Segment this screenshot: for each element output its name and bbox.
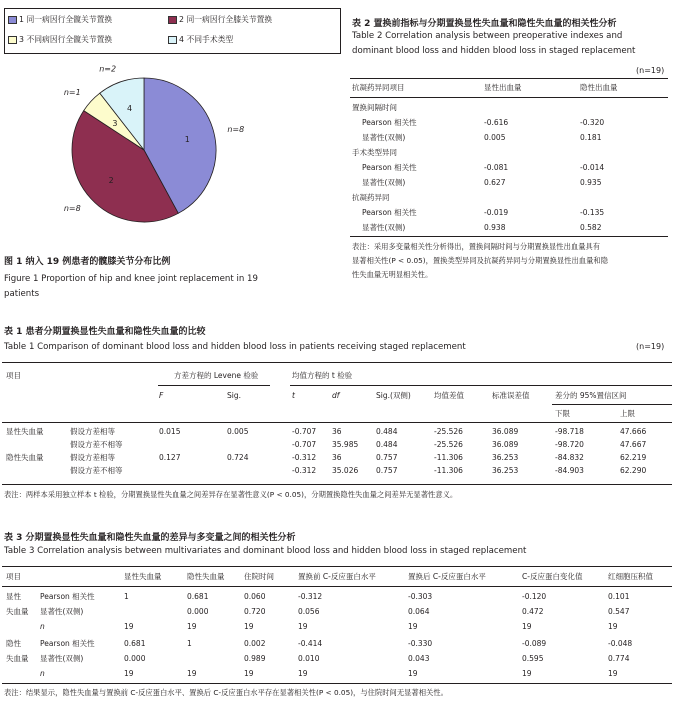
pie-chart	[0, 60, 340, 240]
table-3-cell: 0.000	[124, 654, 146, 663]
table-3-cell: 0.056	[298, 607, 320, 616]
table-3-group-label: 隐性	[6, 639, 21, 648]
table-3-group-label: 显性	[6, 592, 21, 601]
table-3-cell: 19	[187, 622, 197, 631]
table-3-cell: 0.010	[298, 654, 320, 663]
table-1-cell-f: 0.127	[159, 453, 181, 462]
pie-n-label: n=8	[227, 124, 245, 134]
table-1-cell-df: 35.026	[332, 466, 359, 475]
table-2-group-label: 手术类型异同	[352, 148, 397, 157]
table-1-cell-t: -0.707	[292, 427, 317, 436]
table-3-cell: 19	[298, 622, 308, 631]
table-1-header-ttest: 均值方程的 t 检验	[292, 371, 353, 380]
table-3-cell: 1	[124, 592, 129, 601]
table-1-n: (n=19)	[636, 342, 665, 351]
table-2-row-label: 显著性(双侧)	[362, 178, 406, 187]
table-1-cell-mean-diff: -11.306	[434, 453, 463, 462]
table-3-row-label: n	[40, 622, 45, 631]
table-1-cell-std-err: 36.253	[492, 453, 519, 462]
table-2-title-en: Table 2 Correlation analysis between preoperative indexes and	[352, 31, 623, 41]
figure-1-caption-en: Figure 1 Proportion of hip and knee joint replacement in 19	[4, 274, 258, 284]
table-2-cell-dominant: -0.081	[484, 163, 509, 172]
table-1-cell-lower: -84.832	[555, 453, 584, 462]
table-2-row-label: Pearson 相关性	[362, 118, 417, 127]
table-3-header-1: 显性失血量	[124, 572, 162, 581]
table-3-header-7: 红细胞压积值	[608, 572, 653, 581]
table-1-levene-rule	[158, 385, 270, 386]
table-1-cell-f: 0.015	[159, 427, 181, 436]
table-3-cell: 0.774	[608, 654, 630, 663]
table-3-cell: 1	[187, 639, 192, 648]
table-3-cell: -0.330	[408, 639, 433, 648]
table-1-cell-std-err: 36.089	[492, 440, 519, 449]
table-3-cell: 0.681	[124, 639, 146, 648]
table-3-cell: 0.681	[187, 592, 209, 601]
table-3-cell: -0.303	[408, 592, 433, 601]
legend-item-1: 1 同一病因行全髋关节置换	[8, 14, 112, 25]
table-1-title-en: Table 1 Comparison of dominant blood loss and hidden blood loss in patients receiving staged replacement	[4, 342, 466, 352]
table-3-cell: 19	[244, 622, 254, 631]
table-2-note: 表注：采用多变量相关性分析得出，置换间隔时间与分期置换显性出血量具有	[352, 242, 601, 251]
legend-item-3: 3 不同病因行全髋关节置换	[8, 34, 112, 45]
table-1-cell-sig: 0.724	[227, 453, 249, 462]
table-3-title-en: Table 3 Correlation analysis between multivariates and dominant blood loss and hidden blood loss in staged replacement	[4, 546, 527, 556]
pie-slice-label: 1	[184, 135, 190, 145]
table-3-cell: 0.101	[608, 592, 630, 601]
table-3-header-rule	[2, 586, 672, 587]
figure-1-caption-en-2: patients	[4, 289, 40, 299]
pie-slice-label: 3	[112, 119, 118, 129]
table-1-cell-lower: -98.718	[555, 427, 584, 436]
table-1-cell-t: -0.707	[292, 440, 317, 449]
table-2-header-rule	[350, 97, 668, 98]
table-1-cell-upper: 62.290	[620, 466, 647, 475]
table-1-cell-df: 35.985	[332, 440, 359, 449]
table-3-row-label: 显著性(双侧)	[40, 654, 84, 663]
table-3-cell: 0.595	[522, 654, 544, 663]
table-1-header-item: 项目	[6, 371, 21, 380]
table-2-header-dominant: 显性出血量	[484, 83, 522, 92]
table-3-cell: 0.989	[244, 654, 266, 663]
table-3-cell: 19	[187, 669, 197, 678]
table-3-cell: 19	[298, 669, 308, 678]
table-3-top-rule	[2, 566, 672, 567]
table-2-row-label: Pearson 相关性	[362, 208, 417, 217]
figure-1-caption-cn: 图 1 纳入 19 例患者的髋膝关节分布比例	[4, 257, 171, 267]
table-3-group-label-2: 失血量	[6, 607, 29, 616]
table-3-cell: 19	[124, 669, 134, 678]
table-3-note: 表注：结果显示，隐性失血量与置换前 C-反应蛋白水平、置换后 C-反应蛋白水平存在显著相关性(P < 0.05)，与住院时间无显著相关性。	[4, 688, 448, 697]
table-1-cell-mean-diff: -25.526	[434, 427, 463, 436]
table-2-cell-hidden: 0.582	[580, 223, 602, 232]
table-2-title-cn: 表 2 置换前指标与分期置换显性失血量和隐性失血量的相关性分析	[352, 19, 617, 29]
table-1-cell-std-err: 36.089	[492, 427, 519, 436]
table-2-cell-hidden: -0.014	[580, 163, 605, 172]
table-3-cell: 0.002	[244, 639, 266, 648]
table-1-cell-sig2: 0.484	[376, 440, 398, 449]
legend-item-2: 2 同一病因行全膝关节置换	[168, 14, 272, 25]
table-1-cell-mean-diff: -25.526	[434, 440, 463, 449]
table-1-header-levene: 方差方程的 Levene 检验	[174, 371, 259, 380]
table-2-cell-dominant: -0.019	[484, 208, 509, 217]
table-1-cell-group: 显性失血量	[6, 427, 44, 436]
table-3-header-0: 项目	[6, 572, 21, 581]
table-3-cell: 19	[408, 669, 418, 678]
table-1-cell-t: -0.312	[292, 466, 317, 475]
table-1-cell-sig: 0.005	[227, 427, 249, 436]
table-2-header-item: 抗凝药异同项目	[352, 83, 405, 92]
table-1-cell-assumption: 假设方差不相等	[70, 466, 123, 475]
table-3-header-5: 置换后 C-反应蛋白水平	[408, 572, 486, 581]
table-1-cell-sig2: 0.484	[376, 427, 398, 436]
table-1-header-rule	[2, 422, 672, 423]
table-3-row-label: Pearson 相关性	[40, 639, 95, 648]
table-1-cell-assumption: 假设方差不相等	[70, 440, 123, 449]
table-3-cell: 0.000	[187, 607, 209, 616]
table-2-row-label: 显著性(双侧)	[362, 133, 406, 142]
table-3-cell: 19	[244, 669, 254, 678]
table-2-title-en-2: dominant blood loss and hidden blood loss in staged replacement	[352, 46, 636, 56]
legend-swatch-1	[8, 16, 17, 24]
table-3-header-2: 隐性失血量	[187, 572, 225, 581]
table-2-cell-dominant: 0.005	[484, 133, 506, 142]
table-1-ttest-rule	[290, 385, 672, 386]
table-1-cell-upper: 47.667	[620, 440, 647, 449]
table-3-row-label: 显著性(双侧)	[40, 607, 84, 616]
table-3-group-label-2: 失血量	[6, 654, 29, 663]
table-2-cell-dominant: -0.616	[484, 118, 509, 127]
table-2-group-label: 抗凝药异同	[352, 193, 390, 202]
table-3-cell: 0.060	[244, 592, 266, 601]
table-3-cell: 19	[608, 622, 618, 631]
table-1-header-std-err: 标准误差值	[492, 391, 530, 400]
table-1-cell-sig2: 0.757	[376, 453, 398, 462]
table-1-bottom-rule	[2, 484, 672, 485]
table-3-cell: 0.547	[608, 607, 630, 616]
table-2-header-hidden: 隐性出血量	[580, 83, 618, 92]
table-2-n: (n=19)	[636, 66, 665, 75]
table-1-cell-df: 36	[332, 453, 342, 462]
table-1-cell-assumption: 假设方差相等	[70, 453, 115, 462]
table-2-cell-hidden: 0.181	[580, 133, 602, 142]
table-1-header-sig: Sig.	[227, 391, 241, 400]
table-3-cell: 19	[608, 669, 618, 678]
table-1-note: 表注：两样本采用独立样本 t 检验，分期置换显性失血量之间差异存在显著性意义(P < 0.05)，分期置换隐性失血量之间差异无显著性意义。	[4, 490, 458, 499]
table-1-header-upper: 上限	[620, 409, 635, 418]
legend-swatch-3	[8, 36, 17, 44]
table-1-header-mean-diff: 均值差值	[434, 391, 464, 400]
table-3-header-6: C-反应蛋白变化值	[522, 572, 583, 581]
table-3-cell: -0.089	[522, 639, 547, 648]
table-1-header-ci: 差分的 95%置信区间	[555, 391, 627, 400]
table-2-cell-hidden: -0.320	[580, 118, 605, 127]
pie-n-label: n=1	[63, 87, 81, 97]
table-3-cell: 0.064	[408, 607, 430, 616]
table-1-cell-group: 隐性失血量	[6, 453, 44, 462]
table-3-row-label: Pearson 相关性	[40, 592, 95, 601]
table-1-header-f: F	[159, 391, 164, 400]
table-1-cell-sig2: 0.757	[376, 466, 398, 475]
table-3-cell: -0.048	[608, 639, 633, 648]
table-2-group-label: 置换间隔时间	[352, 103, 397, 112]
table-2-cell-hidden: -0.135	[580, 208, 605, 217]
table-1-cell-lower: -98.720	[555, 440, 584, 449]
table-3-header-4: 置换前 C-反应蛋白水平	[298, 572, 376, 581]
pie-n-label: n=2	[99, 64, 117, 74]
table-3-cell: -0.414	[298, 639, 323, 648]
table-2-row-label: 显著性(双侧)	[362, 223, 406, 232]
table-2-cell-dominant: 0.938	[484, 223, 506, 232]
table-3-cell: 0.472	[522, 607, 544, 616]
table-1-cell-upper: 47.666	[620, 427, 647, 436]
table-2-cell-hidden: 0.935	[580, 178, 602, 187]
pie-slice-label: 2	[108, 176, 114, 186]
table-2-bottom-rule	[350, 236, 668, 237]
table-2-row-label: Pearson 相关性	[362, 163, 417, 172]
table-1-cell-upper: 62.219	[620, 453, 647, 462]
table-3-header-3: 住院时间	[244, 572, 274, 581]
table-3-cell: 19	[124, 622, 134, 631]
table-3-bottom-rule	[2, 683, 672, 684]
table-2-note-3: 性失血量无明显相关性。	[352, 270, 433, 279]
table-1-cell-assumption: 假设方差相等	[70, 427, 115, 436]
table-1-cell-t: -0.312	[292, 453, 317, 462]
table-1-cell-std-err: 36.253	[492, 466, 519, 475]
table-3-cell: -0.120	[522, 592, 547, 601]
table-1-cell-mean-diff: -11.306	[434, 466, 463, 475]
table-1-ci-rule	[552, 404, 672, 405]
table-3-cell: -0.312	[298, 592, 323, 601]
table-3-cell: 19	[522, 622, 532, 631]
table-1-title-cn: 表 1 患者分期置换显性失血量和隐性失血量的比较	[4, 327, 206, 337]
pie-slice-label: 4	[126, 103, 133, 113]
table-3-title-cn: 表 3 分期置换显性失血量和隐性失血量的差异与多变量之间的相关性分析	[4, 533, 296, 543]
table-1-top-rule	[2, 362, 672, 363]
table-1-header-lower: 下限	[555, 409, 570, 418]
table-3-cell: 0.720	[244, 607, 266, 616]
legend-swatch-2	[168, 16, 177, 24]
table-1-header-sig2: Sig.(双侧)	[376, 391, 411, 400]
table-1-header-t: t	[292, 391, 295, 400]
table-3-cell: 19	[522, 669, 532, 678]
table-2-cell-dominant: 0.627	[484, 178, 506, 187]
table-3-cell: 0.043	[408, 654, 430, 663]
table-1-cell-df: 36	[332, 427, 342, 436]
legend-item-4: 4 不同手术类型	[168, 34, 233, 45]
table-3-row-label: n	[40, 669, 45, 678]
table-1-header-df: df	[332, 391, 340, 400]
table-1-cell-lower: -84.903	[555, 466, 584, 475]
table-3-cell: 19	[408, 622, 418, 631]
legend-swatch-4	[168, 36, 177, 44]
pie-n-label: n=8	[63, 204, 81, 214]
table-2-note-2: 显著相关性(P < 0.05)，置换类型异同及抗凝药异同与分期置换显性出血量和隐	[352, 256, 608, 265]
table-2-top-rule	[350, 78, 668, 79]
